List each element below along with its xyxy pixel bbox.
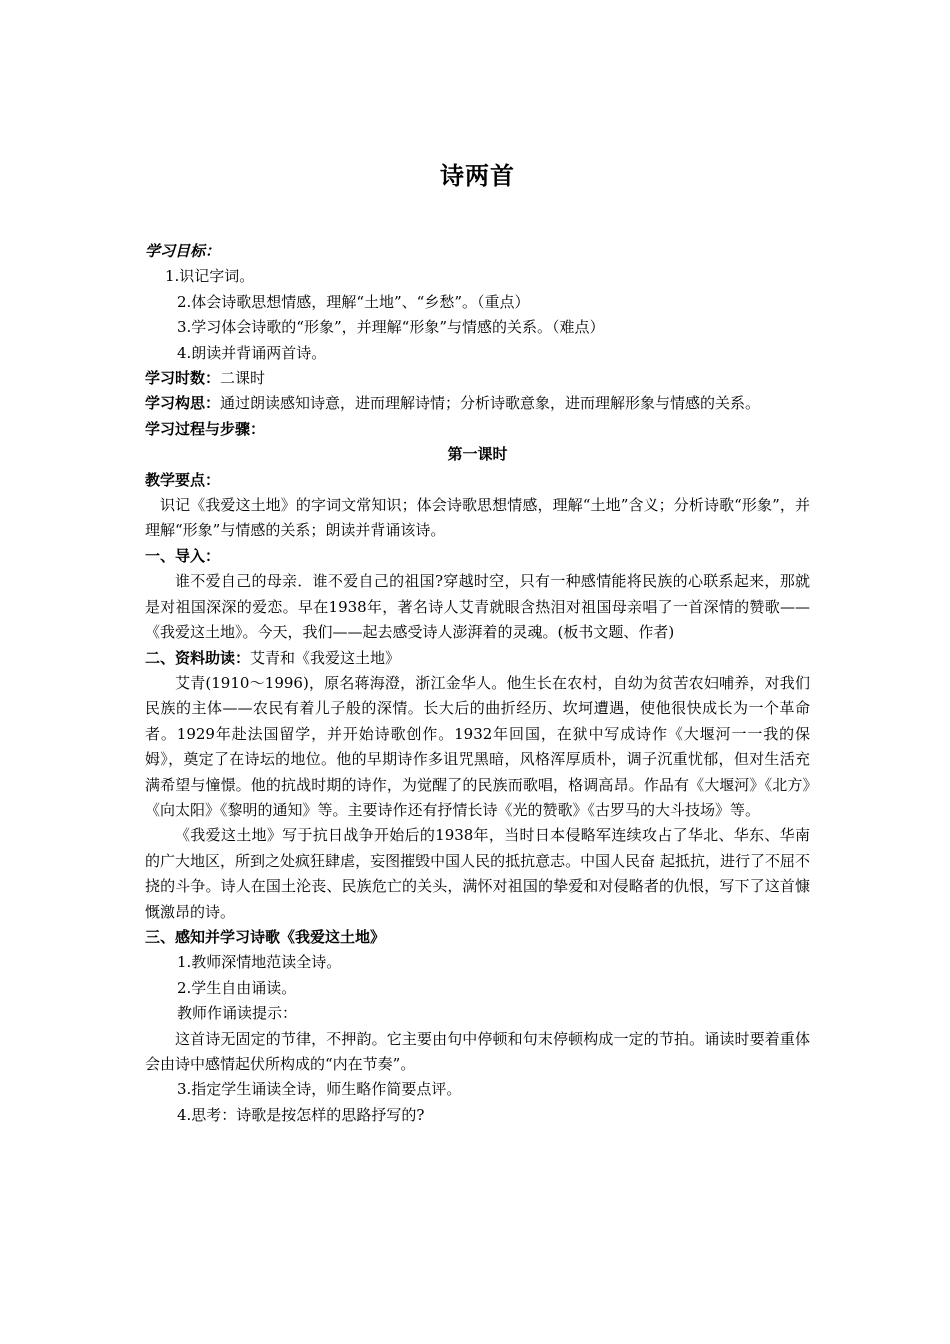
key-points-heading: 教学要点： bbox=[145, 470, 221, 489]
section3-item: 1.教师深情地范读全诗。 bbox=[177, 953, 342, 972]
section2-paragraph: 《我爱这土地》写于抗日战争开始后的1938年，当时日本侵略军连续攻占了华北、华东、华南的广大地区，所到之处疯狂肆虐，妄图摧毁中国人民的抵抗意志。中国人民奋 起抵抗，进行了不屈不挠的斗争。诗人在国土沦丧、民族危亡的关头，满怀对祖国的挚爱和对侵略者的仇恨，写下了这首慷慨激昂的诗。 bbox=[145, 826, 810, 921]
hours-value: 二课时 bbox=[220, 369, 266, 388]
section2-subtitle: 艾青和《我爱这土地》 bbox=[250, 648, 401, 667]
objective-item: 4.朗读并背诵两首诗。 bbox=[177, 343, 327, 362]
section2-heading-line bbox=[145, 646, 810, 671]
section3-item: 4.思考：诗歌是按怎样的思路抒写的? bbox=[177, 1105, 425, 1124]
document-body bbox=[145, 239, 810, 1128]
section2-paragraph: 艾青(1910～1996)，原名蒋海澄，浙江金华人。他生长在农村，自幼为贫苦农妇哺养，对我们民族的主体——农民有着儿子般的深情。长大后的曲折经历、坎坷遭遇，使他很快成长为一个革命者。1929年赴法国留学，并开始诗歌创作。1932年回国，在狱中写成诗作《大堰河一一我的保姆》，奠定了在诗坛的地位。他的早期诗作多诅咒黑暗，风格浑厚质朴，调子沉重忧郁，但对生活充满希望与憧憬。他的抗战时期的诗作，为觉醒了的民族而歌唱，格调高昂。作品有《大堰河》《北方》《向太阳》《黎明的通知》等。主要诗作还有抒情长诗《光的赞歌》《古罗马的大斗技场》等。 bbox=[145, 673, 810, 819]
hours-label: 学习时数： bbox=[145, 369, 221, 388]
concept-line bbox=[145, 391, 810, 416]
concept-label: 学习构思： bbox=[145, 394, 221, 413]
objective-item: 1.识记字词。 bbox=[165, 267, 255, 286]
lesson-title: 第一课时 bbox=[447, 445, 508, 464]
objectives-heading: 学习目标： bbox=[145, 242, 221, 260]
key-points-text: 识记《我爱这土地》的字词文常知识；体会诗歌思想情感，理解“土地”含义；分析诗歌“形象”，并理解“形象”与情感的关系；朗读并背诵该诗。 bbox=[145, 496, 810, 540]
objective-item: 2.体会诗歌思想情感，理解“土地”、“乡愁”。（重点） bbox=[177, 292, 530, 311]
section3-item: 2.学生自由诵读。 bbox=[177, 978, 297, 997]
section1-text: 谁不爱自己的母亲．谁不爱自己的祖国?穿越时空，只有一种感情能将民族的心联系起来，那就是对祖国深深的爱恋。早在1938年，著名诗人艾青就眼含热泪对祖国母亲唱了一首深情的赞歌——《我爱这土地》。今天，我们——起去感受诗人澎湃着的灵魂。(板书文题、作者) bbox=[145, 572, 810, 642]
process-heading: 学习过程与步骤： bbox=[145, 419, 266, 438]
section1-heading: 一、导入： bbox=[145, 546, 221, 565]
section3-item: 教师作诵读提示： bbox=[177, 1004, 298, 1023]
objective-item: 3.学习体会诗歌的“形象”，并理解“形象”与情感的关系。（难点） bbox=[177, 318, 605, 337]
section3-item: 3.指定学生诵读全诗，师生略作简要点评。 bbox=[177, 1080, 462, 1099]
section3-paragraph: 这首诗无固定的节律，不押韵。它主要由句中停顿和句末停顿构成一定的节拍。诵读时要着重体会由诗中感情起伏所构成的“内在节奏”。 bbox=[145, 1029, 810, 1073]
hours-line bbox=[145, 366, 810, 391]
document-title: 诗两首 bbox=[440, 162, 515, 190]
concept-value: 通过朗读感知诗意，进而理解诗情；分析诗歌意象，进而理解形象与情感的关系。 bbox=[220, 394, 761, 413]
section3-heading: 三、感知并学习诗歌《我爱这土地》 bbox=[145, 927, 386, 946]
section2-heading: 二、资料助读： bbox=[145, 648, 251, 667]
